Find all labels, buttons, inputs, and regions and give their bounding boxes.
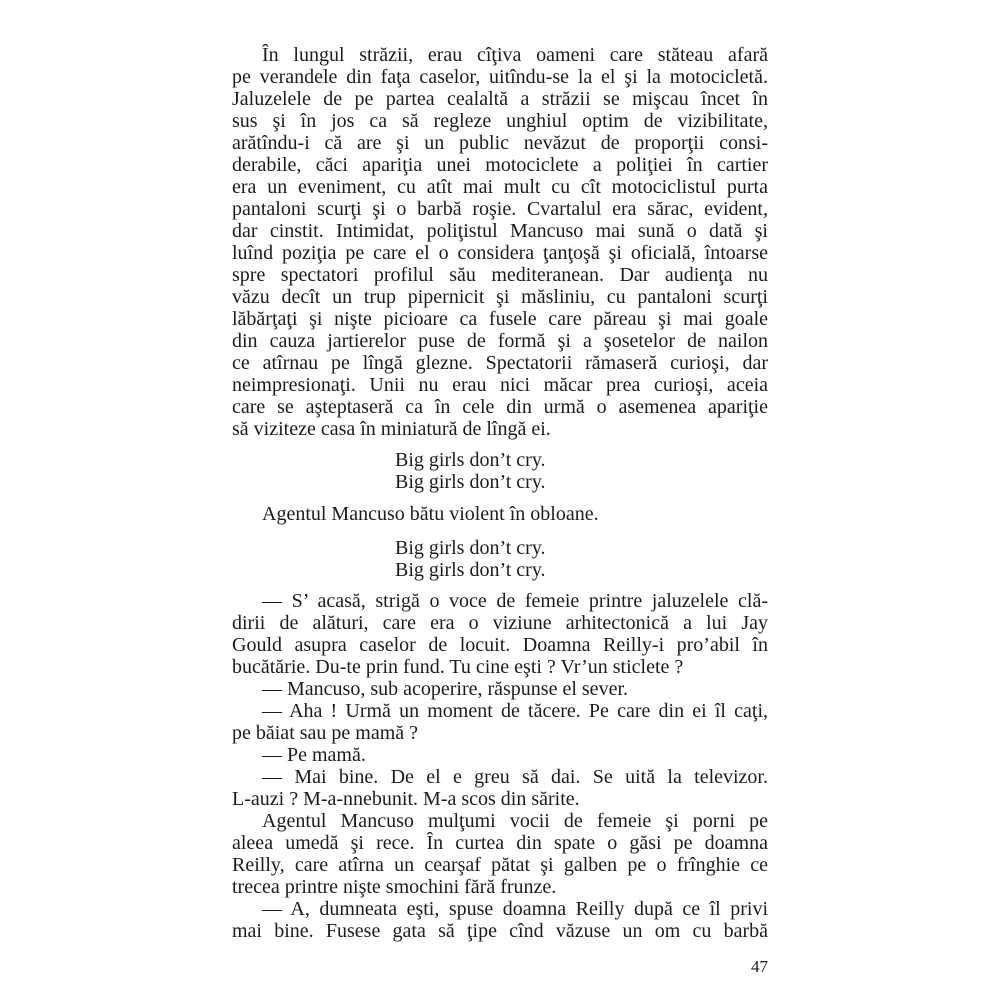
text-line: era un eveniment, cu atît mai mult cu cît motociclistul purta (232, 176, 768, 198)
dialogue-aha (232, 700, 768, 744)
text-line: Reilly, care atîrna un cearşaf pătat şi galben pe o frînghie ce (232, 854, 768, 876)
text-line: trecea printre nişte smochini fără frunze. (232, 876, 557, 898)
text-line: ce atîrnau pe lîngă glezne. Spectatorii rămaseră curioşi, dar (232, 352, 768, 374)
text-line: neimpresionaţi. Unii nu erau nici măcar prea curioşi, aceia (232, 374, 768, 396)
text-line: Jaluzelele de pe partea cealaltă a străzii se mişcau încet în (232, 88, 768, 110)
dialogue-neighbor-voice (232, 590, 768, 678)
text-line: sus şi în jos ca să regleze unghiul optim de vizibilitate, (232, 110, 768, 132)
text-line: spre spectatori profilul său mediteranean. Dar audienţa nu (232, 264, 768, 286)
text-line: din cauza jartierelor puse de formă şi a şosetelor de nailon (232, 330, 768, 352)
text-line: — Aha ! Urmă un moment de tăcere. Pe care din ei îl caţi, (262, 700, 768, 722)
text-line: arătîndu-i că are şi un public nevăzut de proporţii consi- (232, 132, 768, 154)
text-line: văzu decît un trup pipernicit şi măsliniu, cu pantaloni scurţi (232, 286, 768, 308)
text-line: derabile, căci apariţia unei motociclete a poliţiei în cartier (232, 154, 768, 176)
lyric-line: Big girls don’t cry. (395, 559, 546, 581)
text-line: — Pe mamă. (262, 744, 366, 766)
text-line: Gould asupra caselor de locuit. Doamna Reilly-i pro’abil în (232, 634, 768, 656)
song-lyric (232, 449, 768, 493)
text-line: aleea umedă şi rece. În curtea din spate o găsi pe doamna (232, 832, 768, 854)
text-line: — Mancuso, sub acoperire, răspunse el sever. (262, 678, 628, 700)
text-line: pe băiat sau pe mamă ? (232, 722, 419, 744)
dialogue-mrs-reilly (232, 898, 768, 942)
dialogue-mancuso-reply (232, 678, 768, 700)
page-number: 47 (751, 957, 768, 976)
text-line: Agentul Mancuso mulţumi vocii de femeie şi porni pe (262, 810, 768, 832)
text-line: — S’ acasă, strigă o voce de femeie printre jaluzelele clă- (262, 590, 768, 612)
text-line: dirii de alături, care era o viziune arhitectonică a lui Jay (232, 612, 768, 634)
paragraph-street-scene (232, 44, 768, 440)
text-line: Agentul Mancuso bătu violent în obloane. (262, 503, 599, 525)
book-page-text (232, 44, 768, 942)
song-lyric (232, 537, 768, 581)
lyric-line: Big girls don’t cry. (395, 471, 546, 493)
text-line: pe verandele din faţa caselor, uitîndu-se la el şi la motocicletă. (232, 66, 768, 88)
text-line: pantaloni scurţi şi o barbă roşie. Cvartalul era sărac, evident, (232, 198, 768, 220)
text-line: În lungul străzii, erau cîţiva oameni care stăteau afară (262, 44, 768, 66)
dialogue-mother (232, 744, 768, 766)
text-line: mai bine. Fusese gata să ţipe cînd văzuse un om cu barbă (232, 920, 768, 942)
lyric-line: Big girls don’t cry. (395, 537, 546, 559)
text-line: lăbărţaţi şi nişte picioare ca fusele care păreau şi mai goale (232, 308, 768, 330)
paragraph-backyard (232, 810, 768, 898)
text-line: bucătărie. Du-te prin fund. Tu cine eşti ? Vr’un sticlete ? (232, 656, 684, 678)
text-line: — A, dumneata eşti, spuse doamna Reilly după ce îl privi (262, 898, 768, 920)
text-line: care se aşteptaseră ca în cele din urmă o asemenea apariţie (232, 396, 768, 418)
text-line: să viziteze casa în miniatură de lîngă ei. (232, 418, 551, 440)
lyric-line: Big girls don’t cry. (395, 449, 546, 471)
text-line: L-auzi ? M-a-nnebunit. M-a scos din sărite. (232, 788, 580, 810)
paragraph-knock (232, 503, 768, 525)
text-line: — Mai bine. De el e greu să dai. Se uită la televizor. (262, 766, 768, 788)
text-line: dar cinstit. Intimidat, poliţistul Mancuso mai sună o dată şi (232, 220, 768, 242)
dialogue-better (232, 766, 768, 810)
text-line: luînd poziţia pe care el o considera ţanţoşă şi oficială, întoarse (232, 242, 768, 264)
